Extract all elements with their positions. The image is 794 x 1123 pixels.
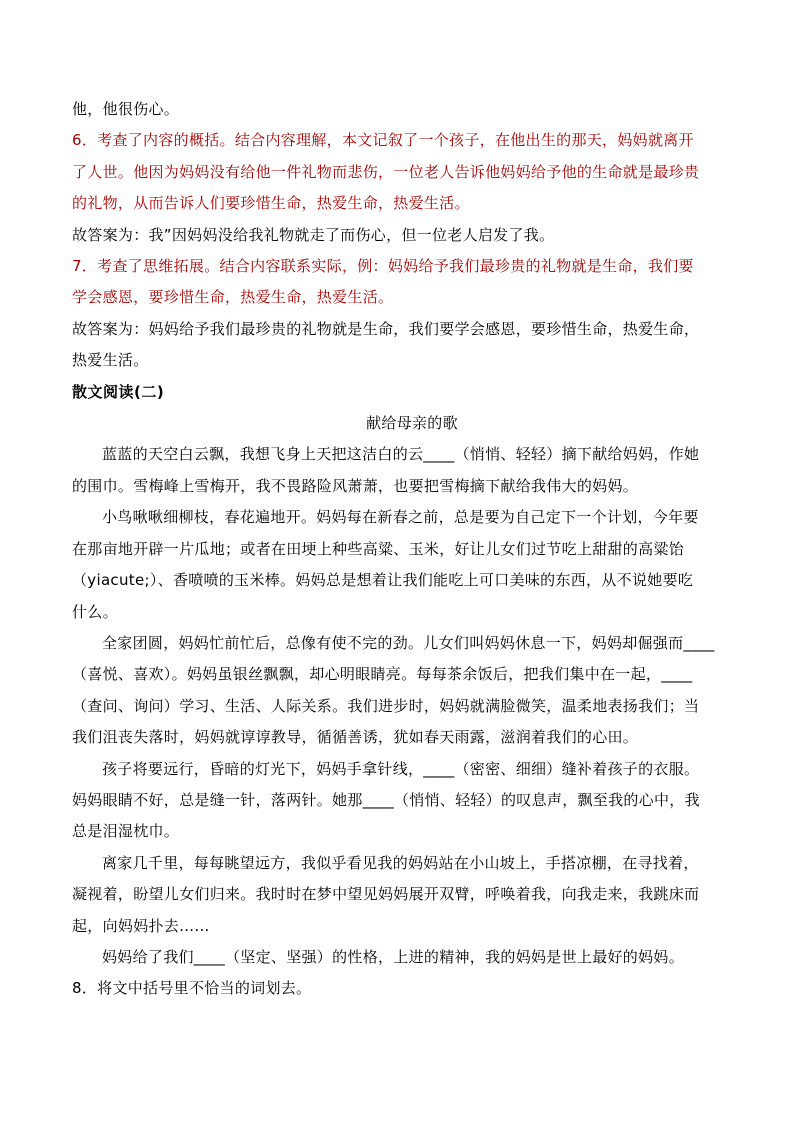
q6-line-1: 6．考查了内容的概括。结合内容理解，本文记叙了一个孩子，在他出生的那天，妈妈就离开 [72,131,694,150]
answer-line-continued: 他，他很伤心。 [72,100,180,118]
q7-line-2: 学会感恩，要珍惜生命，热爱生命，热爱生活。 [72,288,394,307]
question-6-analysis [72,125,728,219]
essay-paragraph-2 [72,502,728,628]
paragraph-line: 蓝蓝的天空白云飘，我想飞身上天把这洁白的云____（悄悄、轻轻）摘下献给妈妈，作她 [102,445,700,464]
question-8: 8．将文中括号里不恰当的词划去。 [72,979,312,998]
essay-paragraph-6 [72,942,728,973]
paragraph-line: （喜悦、喜欢）。妈妈虽银丝飘飘，却心明眼睛亮。每每茶余饭后，把我们集中在一起，____ [72,665,693,684]
paragraph-line: 在那亩地开辟一片瓜地；或者在田埂上种些高粱、玉米，好让儿女们过节吃上甜甜的高粱饴 [72,539,685,558]
paragraph-line: 妈妈给了我们____（坚定、坚强）的性格，上进的精神，我的妈妈是世上最好的妈妈。 [102,947,685,966]
q6-line-3: 的礼物，从而告诉人们要珍惜生命，热爱生命，热爱生活。 [72,194,470,213]
question-7-analysis [72,251,728,314]
paragraph-line: 的围巾。雪梅峰上雪梅开，我不畏路险风萧萧，也要把雪梅摘下献给我伟大的妈妈。 [72,476,639,495]
paragraph-line: 凝视着，盼望儿女们归来。我时时在梦中望见妈妈展开双臂，呼唤着我，向我走来，我跳床而 [72,885,700,904]
paragraph-line: （查问、询问）学习、生活、人际关系。我们进步时，妈妈就满脸微笑，温柔地表扬我们；当 [72,696,700,715]
question-6-answer: 故答案为：我”因妈妈没给我礼物就走了而伤心，但一位老人启发了我。 [72,225,555,244]
paragraph-line: 妈妈眼睛不好，总是缝一针，落两针。她那____（悄悄、轻轻）的叹息声，飘至我的心中，我 [72,790,700,809]
essay-paragraph-5 [72,848,728,942]
paragraph-line: 什么。 [72,602,118,621]
essay-paragraph-4 [72,754,728,848]
essay-paragraph-3 [72,628,728,754]
paragraph-line: 起，向妈妈扑去…… [72,916,210,935]
paragraph-line: 孩子将要远行，昏暗的灯光下，妈妈手拿针线，____（密密、细细）缝补着孩子的衣服。 [102,759,700,778]
q7-line-1: 7．考查了思维拓展。结合内容联系实际，例：妈妈给予我们最珍贵的礼物就是生命，我们要 [72,257,694,276]
document-page [72,94,728,1005]
paragraph-line: 我们沮丧失落时，妈妈就谆谆教导，循循善诱，犹如春天雨露，滋润着我们的心田。 [72,728,639,747]
a7-line-1: 故答案为：妈妈给予我们最珍贵的礼物就是生命，我们要学会感恩，要珍惜生命，热爱生命， [72,319,700,338]
paragraph-line: 小鸟啾啾细柳枝，春花遍地开。妈妈每在新春之前，总是要为自己定下一个计划，今年要 [102,508,699,527]
question-7-answer [72,314,728,377]
paragraph-line: 总是泪湿枕巾。 [72,822,180,841]
paragraph-line: 全家团圆，妈妈忙前忙后，总像有使不完的劲。儿女们叫妈妈休息一下，妈妈却倔强而____ [102,633,715,652]
essay-title: 献给母亲的歌 [366,414,458,433]
essay-paragraph-1 [72,439,728,502]
paragraph-line: （yiacute;）、香喷喷的玉米棒。妈妈总是想着让我们能吃上可口美味的东西，从不说她要吃 [72,571,694,590]
paragraph-line: 离家几千里，每每眺望远方，我似乎看见我的妈妈站在小山坡上，手搭凉棚，在寻找着， [102,853,699,872]
section-heading: 散文阅读(二) [72,382,165,401]
a7-line-2: 热爱生活。 [72,351,149,370]
q6-line-2: 了人世。他因为妈妈没有给他一件礼物而悲伤，一位老人告诉他妈妈给予他的生命就是最珍贵 [72,162,700,181]
